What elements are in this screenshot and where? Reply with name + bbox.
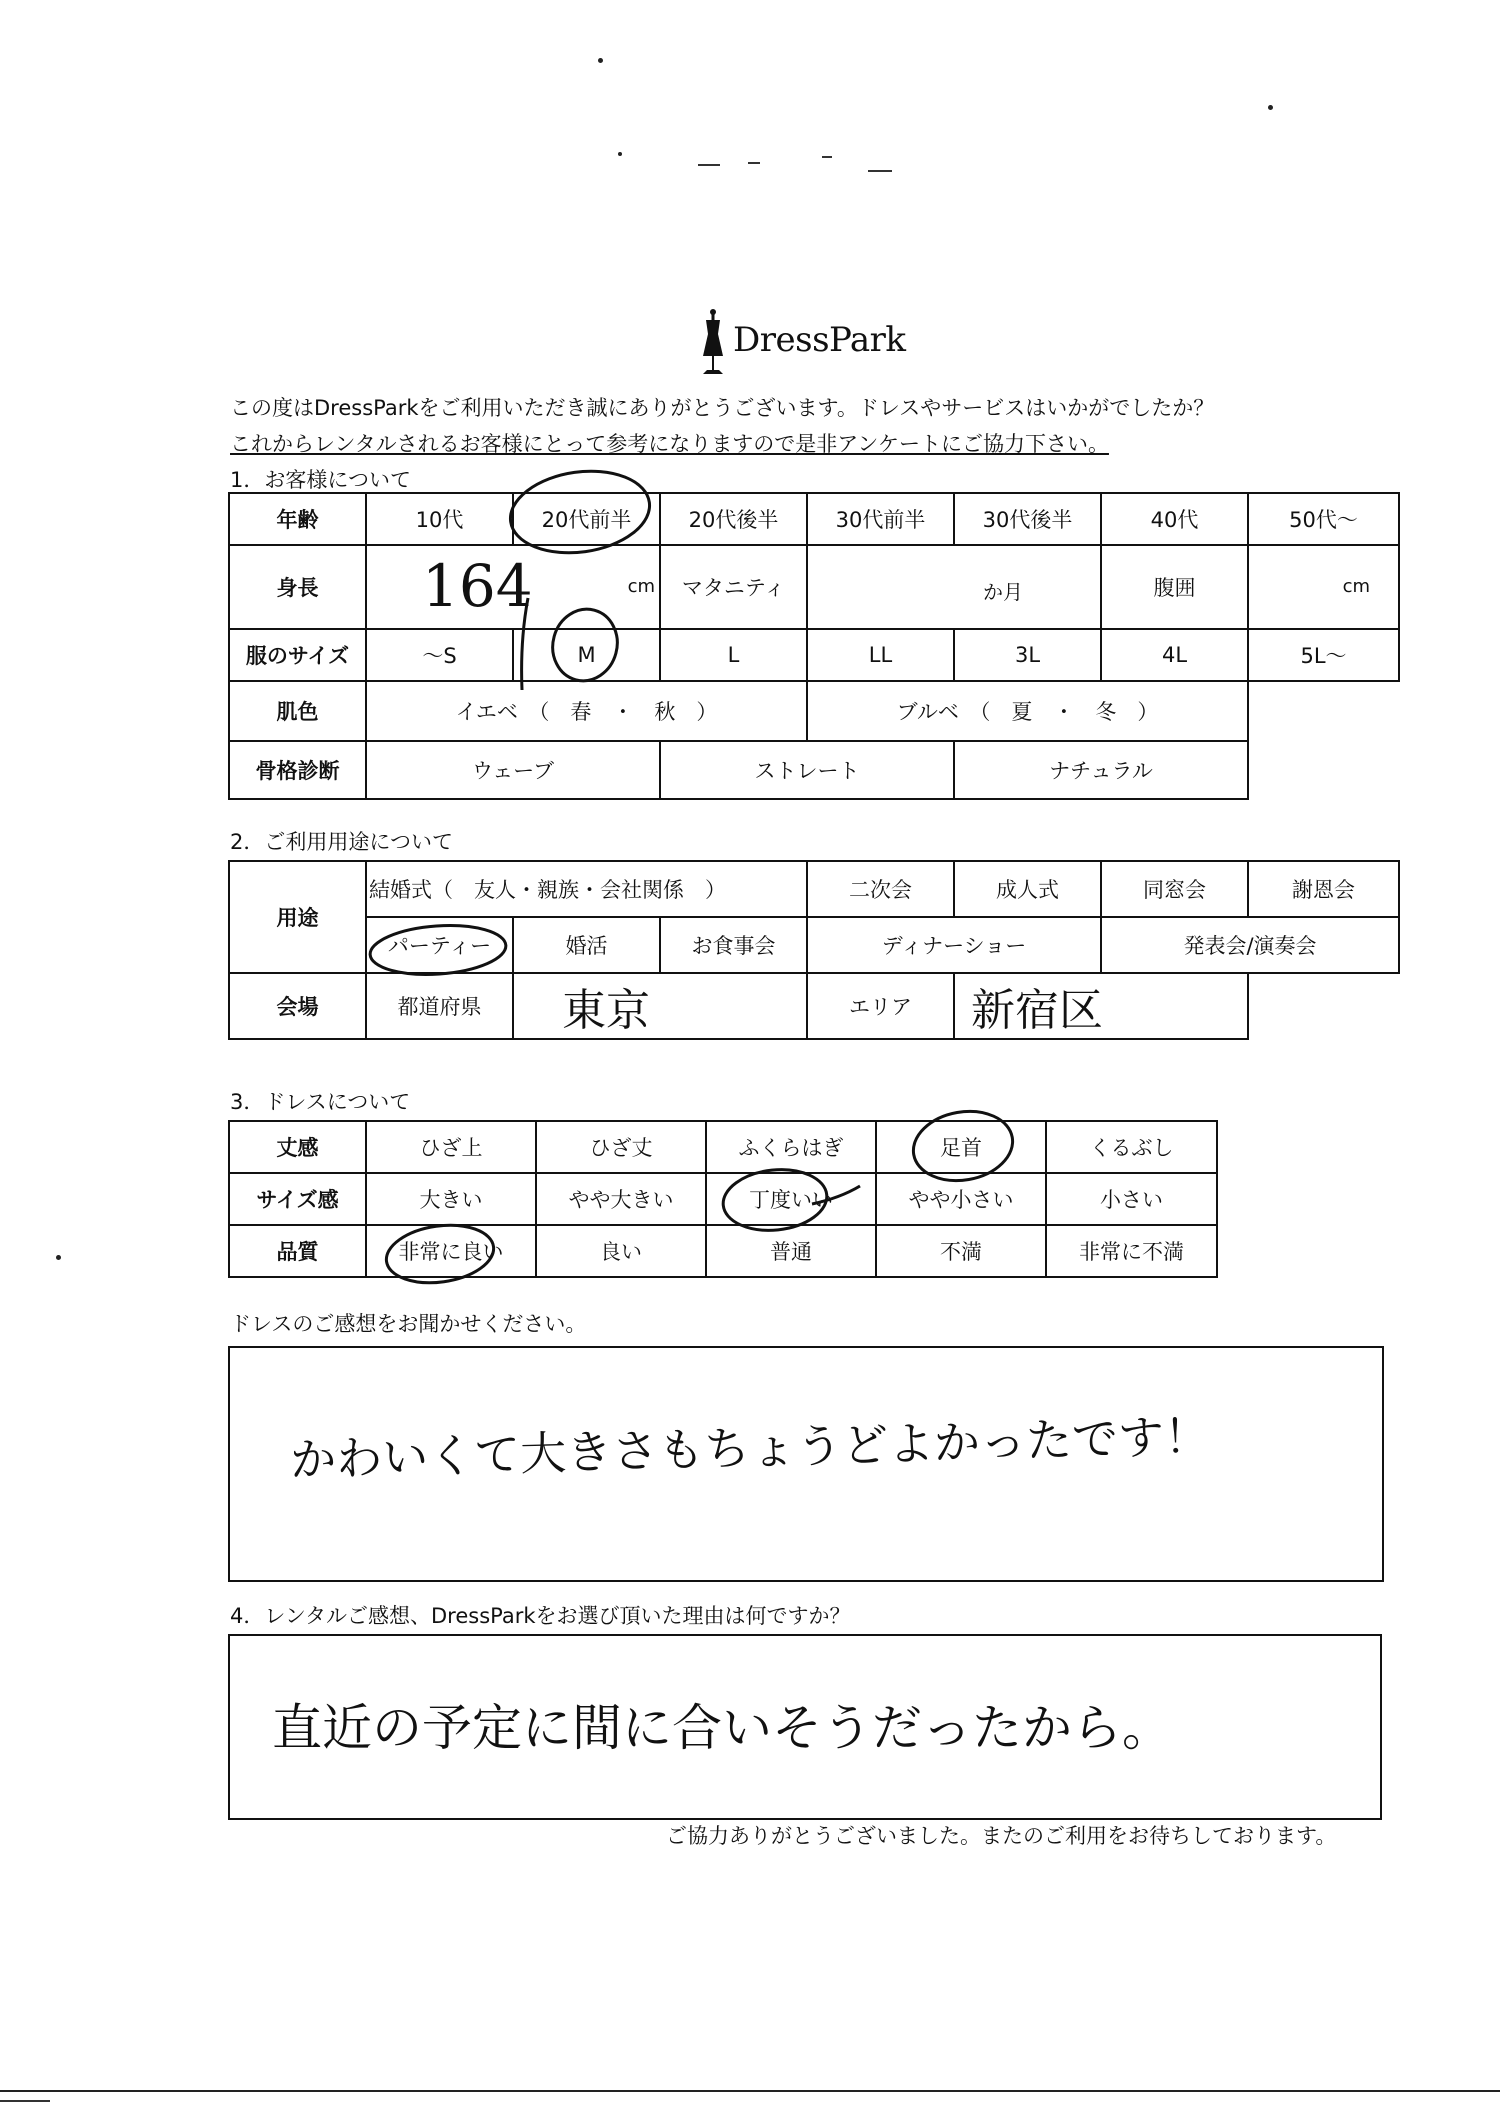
section-1-handwriting	[0, 0, 1500, 820]
section-4-title: 4．レンタルご感想、DressParkをお選び頂いた理由は何ですか？	[230, 1604, 851, 1628]
section-3-handwriting	[0, 1100, 1500, 1300]
length-label: 丈感	[229, 1121, 366, 1173]
length-above-knee[interactable]: ひざ上	[366, 1121, 536, 1173]
quality-dissatisfied[interactable]: 不満	[876, 1225, 1046, 1277]
age-option-40s[interactable]: 40代	[1101, 493, 1248, 545]
reason-answer: 直近の予定に間に合いそうだったから。	[272, 1699, 1172, 1757]
purpose-recital[interactable]: 発表会/演奏会	[1101, 917, 1399, 973]
quality-label: 品質	[229, 1225, 366, 1277]
prefecture-label: 都道府県	[366, 973, 513, 1039]
skeleton-natural[interactable]: ナチュラル	[954, 741, 1248, 799]
purpose-label: 用途	[229, 861, 366, 973]
waist-label: 腹囲	[1101, 545, 1248, 629]
age-selection-circle	[505, 463, 655, 562]
quality-very-good[interactable]: 非常に良い	[366, 1225, 536, 1277]
height-label: 身長	[229, 545, 366, 629]
impression-prompt: ドレスのご感想をお聞かせください。	[230, 1312, 587, 1336]
prefecture-field[interactable]	[513, 973, 807, 1039]
size-option-m[interactable]: M	[513, 629, 660, 681]
age-option-late-20s[interactable]: 20代後半	[660, 493, 807, 545]
size-selection-circle	[545, 602, 625, 688]
fit-slightly-small[interactable]: やや小さい	[876, 1173, 1046, 1225]
size-option-ll[interactable]: LL	[807, 629, 954, 681]
skin-blue-base[interactable]: ブルベ （ 夏 ・ 冬 ）	[807, 681, 1248, 741]
fit-large[interactable]: 大きい	[366, 1173, 536, 1225]
quality-very-dissatisfied[interactable]: 非常に不満	[1046, 1225, 1217, 1277]
length-calf[interactable]: ふくらはぎ	[706, 1121, 876, 1173]
purpose-party[interactable]: パーティー	[366, 917, 513, 973]
purpose-afterparty[interactable]: 二次会	[807, 861, 954, 917]
purpose-dinner-show[interactable]: ディナーショー	[807, 917, 1101, 973]
intro-line-1: この度はDressParkをご利用いただき誠にありがとうございます。ドレスやサービスはいかがでしたか？	[230, 396, 1215, 420]
fit-slightly-large[interactable]: やや大きい	[536, 1173, 706, 1225]
section-2-title: 2．ご利用用途について	[230, 830, 453, 854]
height-unit: cm	[627, 576, 655, 597]
reason-answer-box[interactable]	[228, 1634, 1382, 1820]
quality-normal[interactable]: 普通	[706, 1225, 876, 1277]
purpose-selection-circle	[368, 921, 507, 978]
venue-label: 会場	[229, 973, 366, 1039]
scan-mark	[0, 2100, 50, 2102]
purpose-coming-of-age[interactable]: 成人式	[954, 861, 1101, 917]
length-selection-circle	[908, 1104, 1018, 1188]
size-option-5l[interactable]: 5L～	[1248, 629, 1399, 681]
purpose-thank-you-party[interactable]: 謝恩会	[1248, 861, 1399, 917]
maternity-label: マタニティ	[660, 545, 807, 629]
area-label: エリア	[807, 973, 954, 1039]
size-option-l[interactable]: L	[660, 629, 807, 681]
size-option-3l[interactable]: 3L	[954, 629, 1101, 681]
age-label: 年齢	[229, 493, 366, 545]
purpose-dinner[interactable]: お食事会	[660, 917, 807, 973]
maternity-months-unit: か月	[983, 580, 1023, 604]
waist-unit: cm	[1342, 576, 1370, 597]
age-option-50s-plus[interactable]: 50代～	[1248, 493, 1399, 545]
age-option-10s[interactable]: 10代	[366, 493, 513, 545]
closing-message: ご協力ありがとうございました。またのご利用をお待ちしております。	[666, 1824, 1337, 1848]
skeleton-wave[interactable]: ウェーブ	[366, 741, 660, 799]
section-1-title: 1．お客様について	[230, 468, 411, 492]
skin-label: 肌色	[229, 681, 366, 741]
age-option-late-30s[interactable]: 30代後半	[954, 493, 1101, 545]
length-ankle[interactable]: 足首	[876, 1121, 1046, 1173]
fit-selection-circle	[720, 1165, 830, 1236]
length-below-ankle[interactable]: くるぶし	[1046, 1121, 1217, 1173]
skin-yellow-base[interactable]: イエベ （ 春 ・ 秋 ）	[366, 681, 807, 741]
fit-small[interactable]: 小さい	[1046, 1173, 1217, 1225]
size-option-s[interactable]: ～S	[366, 629, 513, 681]
height-value: 164	[422, 552, 533, 620]
fit-just-right[interactable]: 丁度いい	[706, 1173, 876, 1225]
footer-rule	[0, 2090, 1500, 2092]
area-value: 新宿区	[971, 985, 1104, 1036]
age-option-early-20s[interactable]: 20代前半	[513, 493, 660, 545]
impression-answer: かわいくて大きさもちょうどよかったです！	[289, 1408, 1211, 1488]
area-field[interactable]	[954, 973, 1248, 1039]
size-option-4l[interactable]: 4L	[1101, 629, 1248, 681]
length-knee[interactable]: ひざ丈	[536, 1121, 706, 1173]
intro-line-2: これからレンタルされるお客様にとって参考になりますので是非アンケートにご協力下さい。	[230, 432, 1109, 456]
section-2-handwriting	[0, 900, 1500, 980]
impression-answer-box[interactable]	[228, 1346, 1384, 1582]
size-label: 服のサイズ	[229, 629, 366, 681]
fit-label: サイズ感	[229, 1173, 366, 1225]
pen-stroke	[522, 598, 528, 690]
prefecture-value: 東京	[562, 985, 650, 1036]
skeleton-label: 骨格診断	[229, 741, 366, 799]
purpose-konkatsu[interactable]: 婚活	[513, 917, 660, 973]
section-3-title: 3．ドレスについて	[230, 1090, 411, 1114]
purpose-reunion[interactable]: 同窓会	[1101, 861, 1248, 917]
skeleton-straight[interactable]: ストレート	[660, 741, 954, 799]
purpose-wedding[interactable]: 結婚式（ 友人・親族・会社関係 ）	[366, 861, 807, 917]
age-option-early-30s[interactable]: 30代前半	[807, 493, 954, 545]
pen-stroke	[812, 1186, 860, 1204]
quality-selection-circle	[383, 1219, 498, 1289]
quality-good[interactable]: 良い	[536, 1225, 706, 1277]
brand-name: DressPark	[733, 320, 906, 360]
